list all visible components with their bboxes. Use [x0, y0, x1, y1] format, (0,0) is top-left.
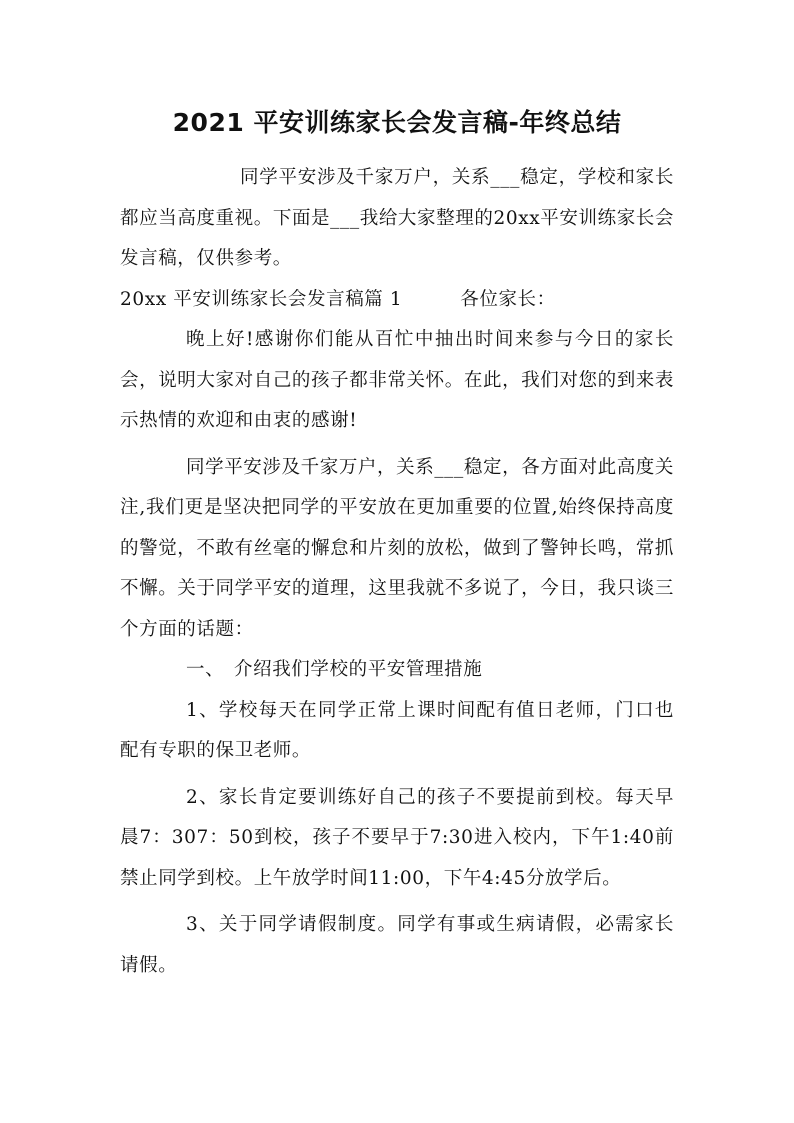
heading-text: 介绍我们学校的平安管理措施	[234, 659, 483, 680]
list-item-2: 2、家长肯定要训练好自己的孩子不要提前到校。每天早晨7：307：50到校，孩子不要早于7:30进入校内，下午1:40前禁止同学到校。上午放学时间11:00，下午4:45分放学后。	[120, 786, 674, 889]
list-item-1: 1、学校每天在同学正常上课时间配有值日老师，门口也配有专职的保卫老师。	[120, 699, 674, 761]
section-title: 20xx 平安训练家长会发言稿篇 1	[120, 288, 403, 310]
document-body	[120, 158, 674, 986]
salutation: 各位家长：	[460, 288, 556, 310]
document-title: 2021 平安训练家长会发言稿-年终总结	[172, 108, 622, 137]
paragraph-greeting: 晚上好!感谢你们能从百忙中抽出时间来参与今日的家长会，说明大家对自己的孩子都非常关怀。在此，我们对您的到来表示热情的欢迎和由衷的感谢!	[120, 329, 674, 431]
paragraph-safety: 同学平安涉及千家万户，关系___稳定，各方面对此高度关注,我们更是坚决把同学的平安放在更加重要的位置,始终保持高度的警觉，不敢有丝毫的懈怠和片刻的放松，做到了警钟长鸣，常抓不懈。关于同学平安的道理，这里我就不多说了，今日，我只谈三个方面的话题：	[120, 456, 674, 640]
section-line	[120, 280, 674, 321]
heading-number: 一、	[186, 659, 225, 680]
list-item-3: 3、关于同学请假制度。同学有事或生病请假，必需家长请假。	[120, 914, 674, 976]
section-heading	[120, 650, 674, 691]
intro-paragraph: 同学平安涉及千家万户，关系___稳定，学校和家长都应当高度重视。下面是___我给大家整理的20xx平安训练家长会发言稿，仅供参考。	[120, 167, 674, 269]
